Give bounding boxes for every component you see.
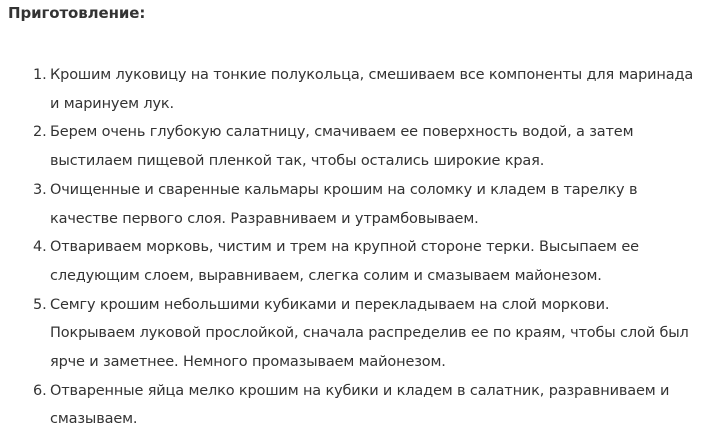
- step-number: 6.: [33, 382, 47, 399]
- list-item: [0, 291, 702, 377]
- step-text: Семгу крошим небольшими кубиками и перекладываем на слой моркови. Покрываем луковой прослойкой, сначала распределив ее по краям, чтобы слой был ярче и заметнее. Немного промазываем майонезом.: [50, 296, 689, 371]
- list-item: [0, 377, 702, 434]
- step-text: Отваренные яйца мелко крошим на кубики и кладем в салатник, разравниваем и смазываем.: [50, 382, 670, 428]
- step-text: Отвариваем морковь, чистим и трем на крупной стороне терки. Высыпаем ее следующим слоем, выравниваем, слегка солим и смазываем майонезом.: [50, 239, 639, 284]
- step-number: 2.: [33, 124, 47, 141]
- list-item: [0, 233, 702, 290]
- list-item: [0, 118, 702, 175]
- instructions-list: [0, 61, 702, 434]
- section-heading: Приготовление:: [8, 4, 146, 22]
- step-text: Очищенные и сваренные кальмары крошим на соломку и кладем в тарелку в качестве первого слоя. Разравниваем и утрамбовываем.: [50, 181, 638, 227]
- list-item: [0, 176, 702, 233]
- step-number: 3.: [33, 181, 47, 198]
- step-number: 4.: [33, 239, 47, 256]
- list-item: [0, 61, 702, 118]
- step-text: Берем очень глубокую салатницу, смачиваем ее поверхность водой, а затем выстилаем пищевой пленкой так, чтобы остались широкие края.: [50, 124, 634, 170]
- step-text: Крошим луковицу на тонкие полукольца, смешиваем все компоненты для маринада и маринуем лук.: [50, 67, 694, 112]
- step-number: 5.: [33, 296, 47, 313]
- step-number: 1.: [33, 67, 47, 83]
